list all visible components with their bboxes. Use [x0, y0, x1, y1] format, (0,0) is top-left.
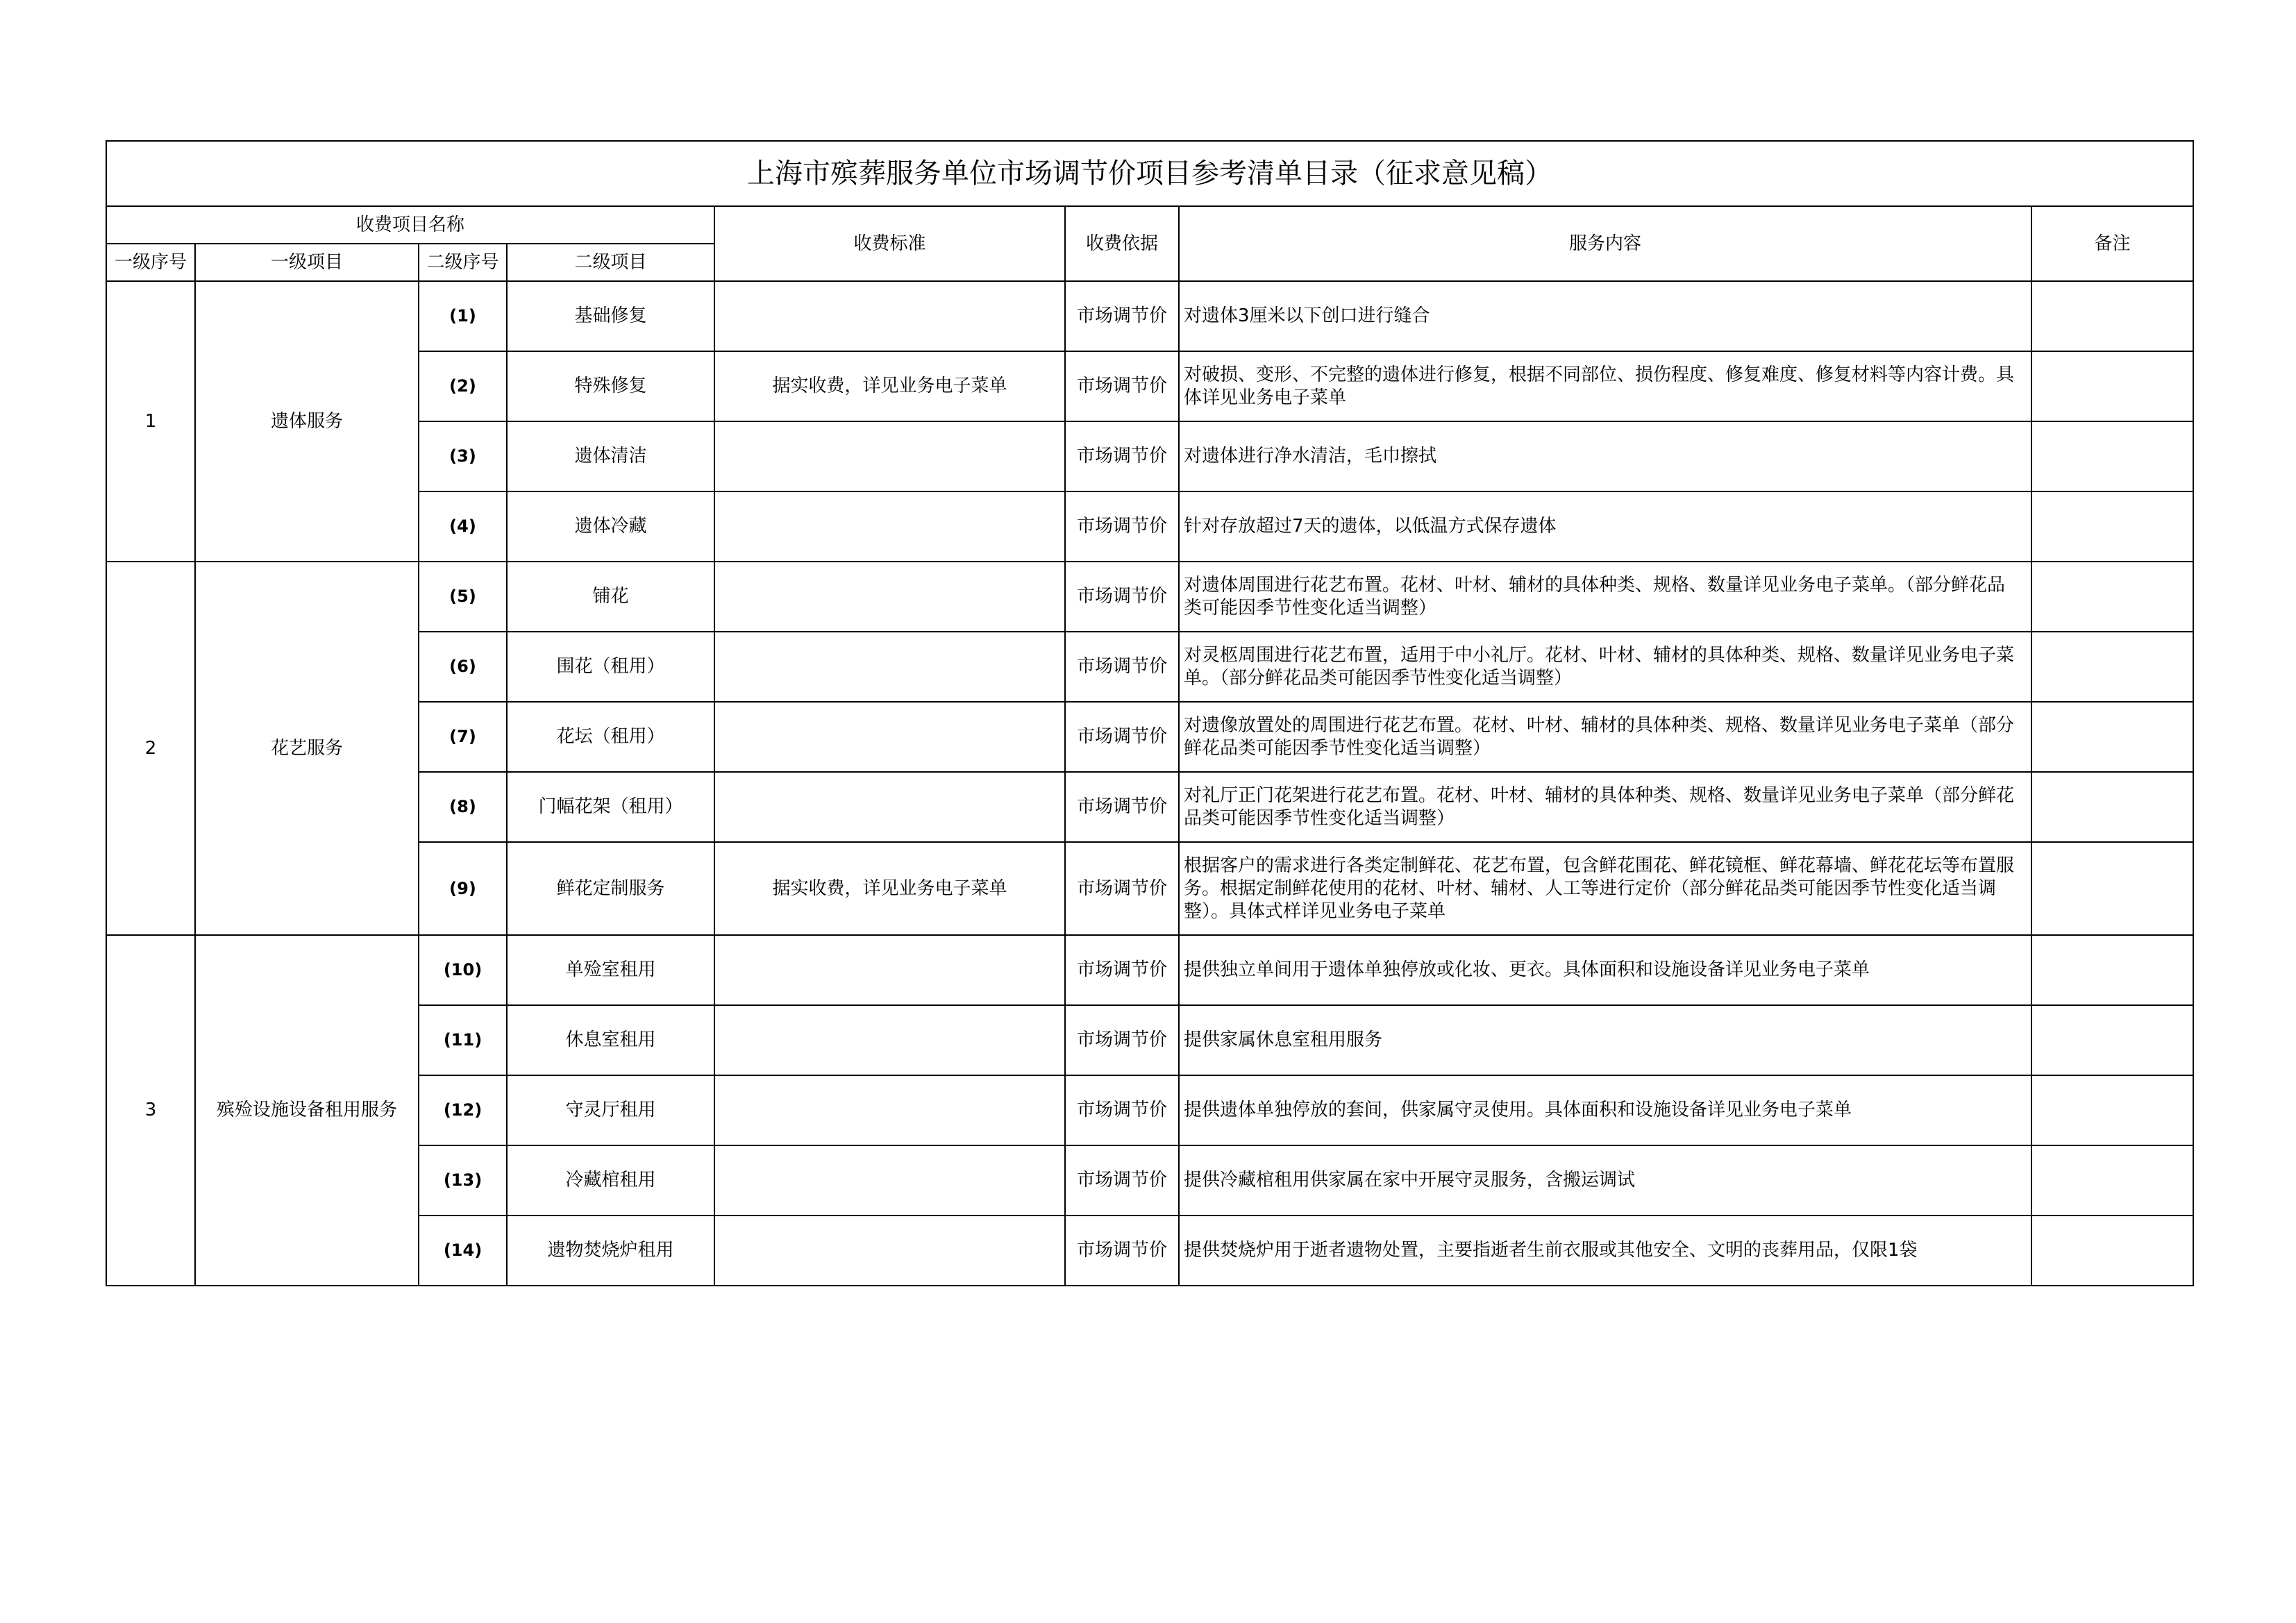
level2-no-cell: (14)	[419, 1216, 507, 1286]
fee-standard-cell	[714, 281, 1065, 351]
fee-basis-cell: 市场调节价	[1065, 935, 1179, 1005]
fee-basis-cell: 市场调节价	[1065, 1216, 1179, 1286]
service-content-cell: 提供遗体单独停放的套间，供家属守灵使用。具体面积和设施设备详见业务电子菜单	[1179, 1075, 2031, 1145]
remark-cell	[2031, 842, 2193, 935]
level1-item-cell: 殡殓设施设备租用服务	[195, 935, 419, 1286]
level2-item-cell: 围花（租用）	[507, 632, 714, 702]
level2-item-cell: 遗体冷藏	[507, 491, 714, 562]
fee-standard-cell	[714, 632, 1065, 702]
header-level2-no: 二级序号	[419, 244, 507, 281]
level2-no-cell: (11)	[419, 1005, 507, 1075]
level1-no-cell: 2	[106, 562, 195, 935]
table-row	[106, 1216, 2193, 1286]
service-content-cell: 提供独立单间用于遗体单独停放或化妆、更衣。具体面积和设施设备详见业务电子菜单	[1179, 935, 2031, 1005]
level2-no-cell: (9)	[419, 842, 507, 935]
level2-no-cell: (10)	[419, 935, 507, 1005]
fee-basis-cell: 市场调节价	[1065, 562, 1179, 632]
fee-basis-cell: 市场调节价	[1065, 281, 1179, 351]
header-level1-item: 一级项目	[195, 244, 419, 281]
level1-no-cell: 1	[106, 281, 195, 562]
fee-standard-cell	[714, 1075, 1065, 1145]
level2-item-cell: 基础修复	[507, 281, 714, 351]
fee-standard-cell	[714, 491, 1065, 562]
fee-basis-cell: 市场调节价	[1065, 491, 1179, 562]
table-row	[106, 421, 2193, 491]
level2-item-cell: 门幅花架（租用）	[507, 772, 714, 842]
fee-standard-cell	[714, 702, 1065, 772]
level1-item-cell: 遗体服务	[195, 281, 419, 562]
header-fee-standard: 收费标准	[714, 206, 1065, 281]
table-row	[106, 1005, 2193, 1075]
fee-standard-cell	[714, 1005, 1065, 1075]
service-content-cell: 根据客户的需求进行各类定制鲜花、花艺布置，包含鲜花围花、鲜花镜框、鲜花幕墙、鲜花花坛等布置服务。根据定制鲜花使用的花材、叶材、辅材、人工等进行定价（部分鲜花品类可能因季节性变化适当调整）。具体式样详见业务电子菜单	[1179, 842, 2031, 935]
remark-cell	[2031, 1145, 2193, 1216]
service-content-cell: 针对存放超过7天的遗体，以低温方式保存遗体	[1179, 491, 2031, 562]
remark-cell	[2031, 491, 2193, 562]
fee-standard-cell: 据实收费，详见业务电子菜单	[714, 842, 1065, 935]
price-list-table	[106, 140, 2194, 1286]
level2-no-cell: (12)	[419, 1075, 507, 1145]
remark-cell	[2031, 351, 2193, 421]
fee-basis-cell: 市场调节价	[1065, 1005, 1179, 1075]
header-fee-basis: 收费依据	[1065, 206, 1179, 281]
remark-cell	[2031, 632, 2193, 702]
level2-no-cell: (4)	[419, 491, 507, 562]
service-content-cell: 提供冷藏棺租用供家属在家中开展守灵服务，含搬运调试	[1179, 1145, 2031, 1216]
fee-basis-cell: 市场调节价	[1065, 702, 1179, 772]
table-row	[106, 842, 2193, 935]
service-content-cell: 对遗体3厘米以下创口进行缝合	[1179, 281, 2031, 351]
table-row	[106, 281, 2193, 351]
service-content-cell: 对灵柩周围进行花艺布置，适用于中小礼厅。花材、叶材、辅材的具体种类、规格、数量详见业务电子菜单。（部分鲜花品类可能因季节性变化适当调整）	[1179, 632, 2031, 702]
level1-no-cell: 3	[106, 935, 195, 1286]
table-row	[106, 1075, 2193, 1145]
level2-no-cell: (2)	[419, 351, 507, 421]
fee-basis-cell: 市场调节价	[1065, 842, 1179, 935]
remark-cell	[2031, 1075, 2193, 1145]
fee-basis-cell: 市场调节价	[1065, 1075, 1179, 1145]
header-row-1	[106, 206, 2193, 244]
level2-no-cell: (3)	[419, 421, 507, 491]
service-content-cell: 对遗像放置处的周围进行花艺布置。花材、叶材、辅材的具体种类、规格、数量详见业务电子菜单（部分鲜花品类可能因季节性变化适当调整）	[1179, 702, 2031, 772]
level2-item-cell: 铺花	[507, 562, 714, 632]
level2-item-cell: 遗物焚烧炉租用	[507, 1216, 714, 1286]
remark-cell	[2031, 702, 2193, 772]
title-row	[106, 141, 2193, 206]
header-item-name-group: 收费项目名称	[106, 206, 714, 244]
fee-basis-cell: 市场调节价	[1065, 772, 1179, 842]
fee-basis-cell: 市场调节价	[1065, 351, 1179, 421]
document-title: 上海市殡葬服务单位市场调节价项目参考清单目录（征求意见稿）	[106, 141, 2193, 206]
table-row	[106, 772, 2193, 842]
level2-no-cell: (6)	[419, 632, 507, 702]
fee-standard-cell	[714, 1216, 1065, 1286]
level2-no-cell: (13)	[419, 1145, 507, 1216]
header-level2-item: 二级项目	[507, 244, 714, 281]
fee-standard-cell: 据实收费，详见业务电子菜单	[714, 351, 1065, 421]
remark-cell	[2031, 1216, 2193, 1286]
service-content-cell: 提供焚烧炉用于逝者遗物处置，主要指逝者生前衣服或其他安全、文明的丧葬用品，仅限1袋	[1179, 1216, 2031, 1286]
header-remarks: 备注	[2031, 206, 2193, 281]
table-row	[106, 562, 2193, 632]
table-row	[106, 632, 2193, 702]
fee-standard-cell	[714, 421, 1065, 491]
service-content-cell: 对礼厅正门花架进行花艺布置。花材、叶材、辅材的具体种类、规格、数量详见业务电子菜单（部分鲜花品类可能因季节性变化适当调整）	[1179, 772, 2031, 842]
fee-standard-cell	[714, 562, 1065, 632]
level1-item-cell: 花艺服务	[195, 562, 419, 935]
header-level1-no: 一级序号	[106, 244, 195, 281]
table-row	[106, 491, 2193, 562]
remark-cell	[2031, 772, 2193, 842]
fee-standard-cell	[714, 935, 1065, 1005]
remark-cell	[2031, 421, 2193, 491]
level2-item-cell: 冷藏棺租用	[507, 1145, 714, 1216]
level2-item-cell: 鲜花定制服务	[507, 842, 714, 935]
level2-item-cell: 遗体清洁	[507, 421, 714, 491]
header-service-content: 服务内容	[1179, 206, 2031, 281]
service-content-cell: 对破损、变形、不完整的遗体进行修复，根据不同部位、损伤程度、修复难度、修复材料等内容计费。具体详见业务电子菜单	[1179, 351, 2031, 421]
level2-item-cell: 单殓室租用	[507, 935, 714, 1005]
fee-standard-cell	[714, 1145, 1065, 1216]
fee-standard-cell	[714, 772, 1065, 842]
level2-no-cell: (1)	[419, 281, 507, 351]
service-content-cell: 对遗体周围进行花艺布置。花材、叶材、辅材的具体种类、规格、数量详见业务电子菜单。（部分鲜花品类可能因季节性变化适当调整）	[1179, 562, 2031, 632]
fee-basis-cell: 市场调节价	[1065, 421, 1179, 491]
remark-cell	[2031, 562, 2193, 632]
level2-item-cell: 休息室租用	[507, 1005, 714, 1075]
table-row	[106, 702, 2193, 772]
remark-cell	[2031, 935, 2193, 1005]
level2-no-cell: (5)	[419, 562, 507, 632]
service-content-cell: 提供家属休息室租用服务	[1179, 1005, 2031, 1075]
remark-cell	[2031, 1005, 2193, 1075]
level2-no-cell: (8)	[419, 772, 507, 842]
fee-basis-cell: 市场调节价	[1065, 632, 1179, 702]
table-row	[106, 935, 2193, 1005]
level2-item-cell: 花坛（租用）	[507, 702, 714, 772]
remark-cell	[2031, 281, 2193, 351]
level2-item-cell: 守灵厅租用	[507, 1075, 714, 1145]
level2-no-cell: (7)	[419, 702, 507, 772]
service-content-cell: 对遗体进行净水清洁，毛巾擦拭	[1179, 421, 2031, 491]
table-row	[106, 1145, 2193, 1216]
table-row	[106, 351, 2193, 421]
fee-basis-cell: 市场调节价	[1065, 1145, 1179, 1216]
level2-item-cell: 特殊修复	[507, 351, 714, 421]
